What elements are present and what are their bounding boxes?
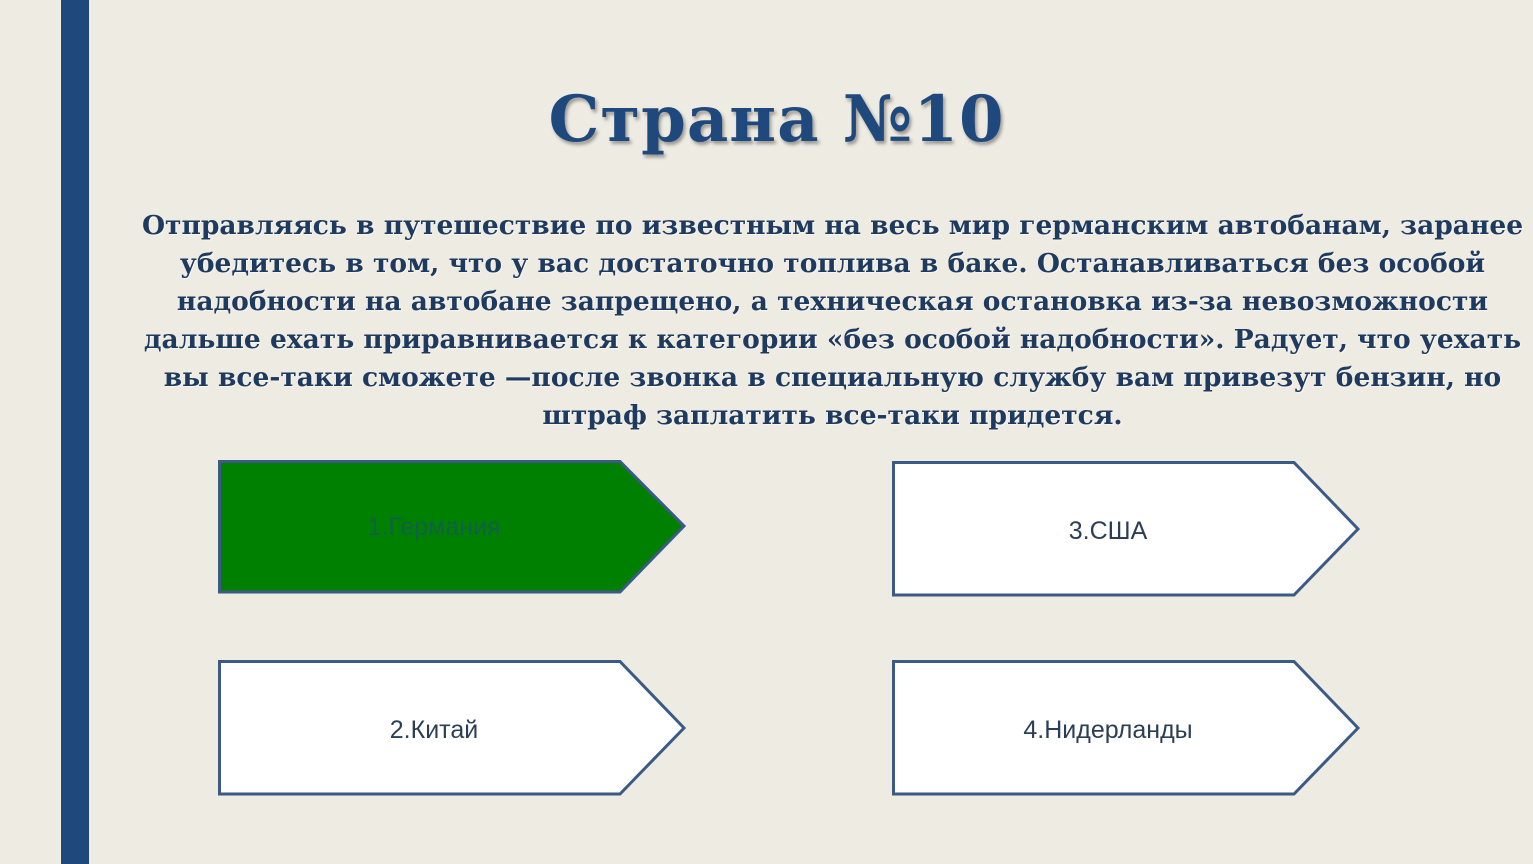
answer-label-1: 1.Германия <box>367 512 501 541</box>
answer-option-3[interactable] <box>892 461 1364 601</box>
answer-label-3: 3.США <box>1068 516 1148 545</box>
answer-option-4[interactable] <box>892 660 1364 800</box>
answer-label-2: 2.Китай <box>389 715 479 744</box>
answer-option-1[interactable] <box>218 460 690 600</box>
accent-bar <box>61 0 89 864</box>
answer-option-2[interactable] <box>218 660 690 800</box>
slide-title: Страна №10 <box>548 82 1005 157</box>
answer-label-4: 4.Нидерланды <box>1023 715 1193 744</box>
question-text: Отправляясь в путешествие по известным на весь мир германским автобанам, заранее убедитесь в том, что у вас достаточно топлива в баке. Останавливаться без особой надобности на автобане запрещено, а техническая остановка из-за невозможности дальше ехать приравнивается к категории «без особой надобности». Радует, что уехать вы все-таки сможете —после звонка в специальную службу вам привезут бензин, но штраф заплатить все-таки придется. <box>141 210 1524 431</box>
